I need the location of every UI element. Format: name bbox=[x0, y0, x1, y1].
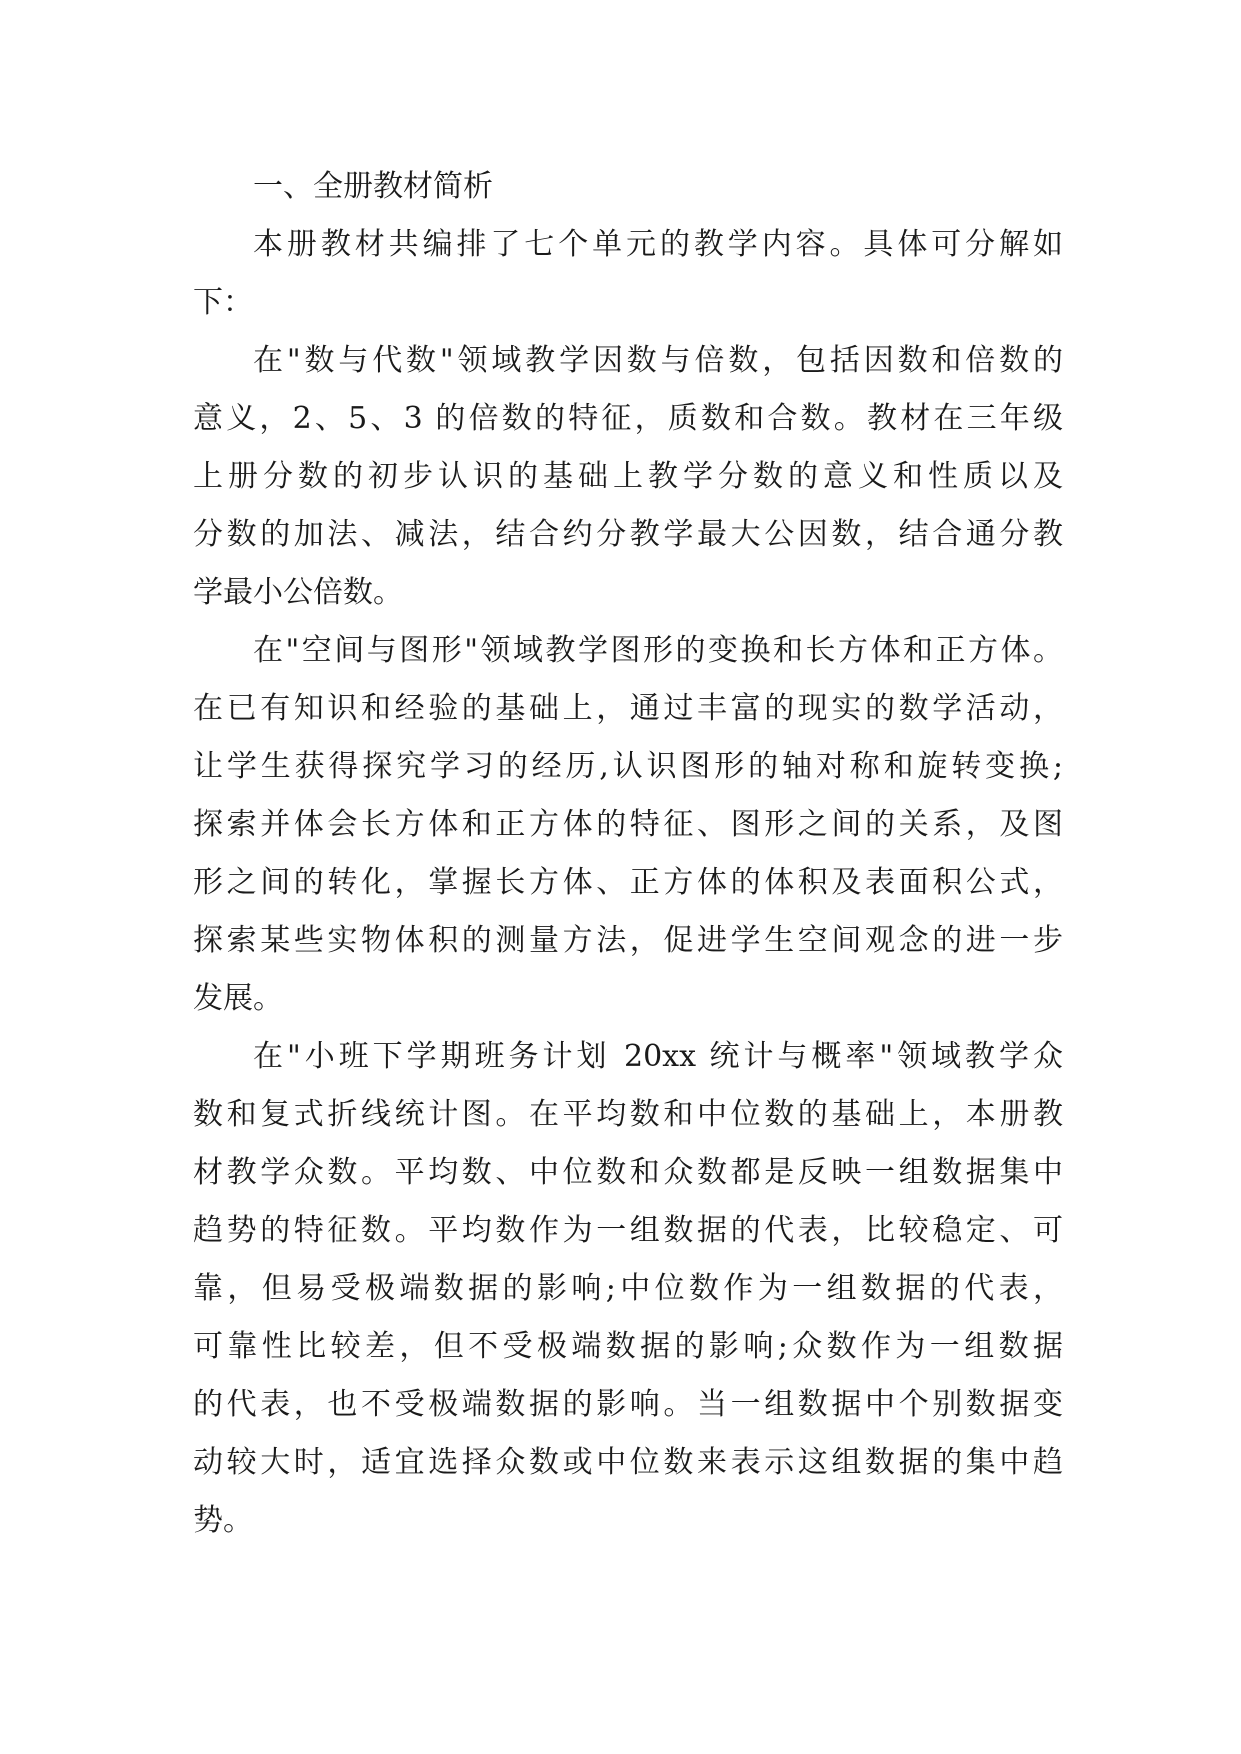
document-body bbox=[193, 158, 1063, 1550]
paragraph-line: 探索某些实物体积的测量方法，促进学生空间观念的进一步 bbox=[193, 923, 1063, 958]
paragraph-line: 的代表，也不受极端数据的影响。当一组数据中个别数据变 bbox=[193, 1387, 1063, 1422]
paragraph-line: 靠，但易受极端数据的影响;中位数作为一组数据的代表， bbox=[193, 1271, 1063, 1306]
paragraph-line: 上册分数的初步认识的基础上教学分数的意义和性质以及 bbox=[193, 459, 1063, 494]
paragraph-line: 让学生获得探究学习的经历,认识图形的轴对称和旋转变换; bbox=[193, 749, 1063, 784]
paragraph-line: 发展。 bbox=[193, 981, 283, 1016]
paragraph-line: 在已有知识和经验的基础上，通过丰富的现实的数学活动， bbox=[193, 691, 1063, 726]
paragraph-line: 材教学众数。平均数、中位数和众数都是反映一组数据集中 bbox=[193, 1155, 1063, 1190]
heading-line: 一、全册教材简析 bbox=[253, 169, 493, 204]
paragraph-line: 可靠性比较差，但不受极端数据的影响;众数作为一组数据 bbox=[193, 1329, 1063, 1364]
paragraph-line: 趋势的特征数。平均数作为一组数据的代表，比较稳定、可 bbox=[193, 1213, 1063, 1248]
paragraph-line: 数和复式折线统计图。在平均数和中位数的基础上，本册教 bbox=[193, 1097, 1063, 1132]
paragraph-line: 探索并体会长方体和正方体的特征、图形之间的关系，及图 bbox=[193, 807, 1063, 842]
paragraph-line: 动较大时，适宜选择众数或中位数来表示这组数据的集中趋 bbox=[193, 1445, 1063, 1480]
paragraph-statistics-probability bbox=[193, 1028, 1063, 1550]
section-heading bbox=[193, 158, 1063, 216]
paragraph-line: 学最小公倍数。 bbox=[193, 575, 403, 610]
paragraph-line: 下： bbox=[193, 285, 253, 320]
paragraph-overview bbox=[193, 216, 1063, 332]
paragraph-line: 在"空间与图形"领域教学图形的变换和长方体和正方体。 bbox=[253, 633, 1063, 668]
paragraph-line: 本册教材共编排了七个单元的教学内容。具体可分解如 bbox=[253, 227, 1063, 262]
paragraph-line: 分数的加法、减法，结合约分教学最大公因数，结合通分教 bbox=[193, 517, 1063, 552]
paragraph-line: 意义，2、5、3 的倍数的特征，质数和合数。教材在三年级 bbox=[193, 401, 1063, 436]
paragraph-number-algebra bbox=[193, 332, 1063, 622]
paragraph-line: 在"小班下学期班务计划 20xx 统计与概率"领域教学众 bbox=[253, 1039, 1063, 1074]
paragraph-space-geometry bbox=[193, 622, 1063, 1028]
paragraph-line: 势。 bbox=[193, 1503, 253, 1538]
paragraph-line: 形之间的转化，掌握长方体、正方体的体积及表面积公式， bbox=[193, 865, 1063, 900]
paragraph-line: 在"数与代数"领域教学因数与倍数，包括因数和倍数的 bbox=[253, 343, 1063, 378]
